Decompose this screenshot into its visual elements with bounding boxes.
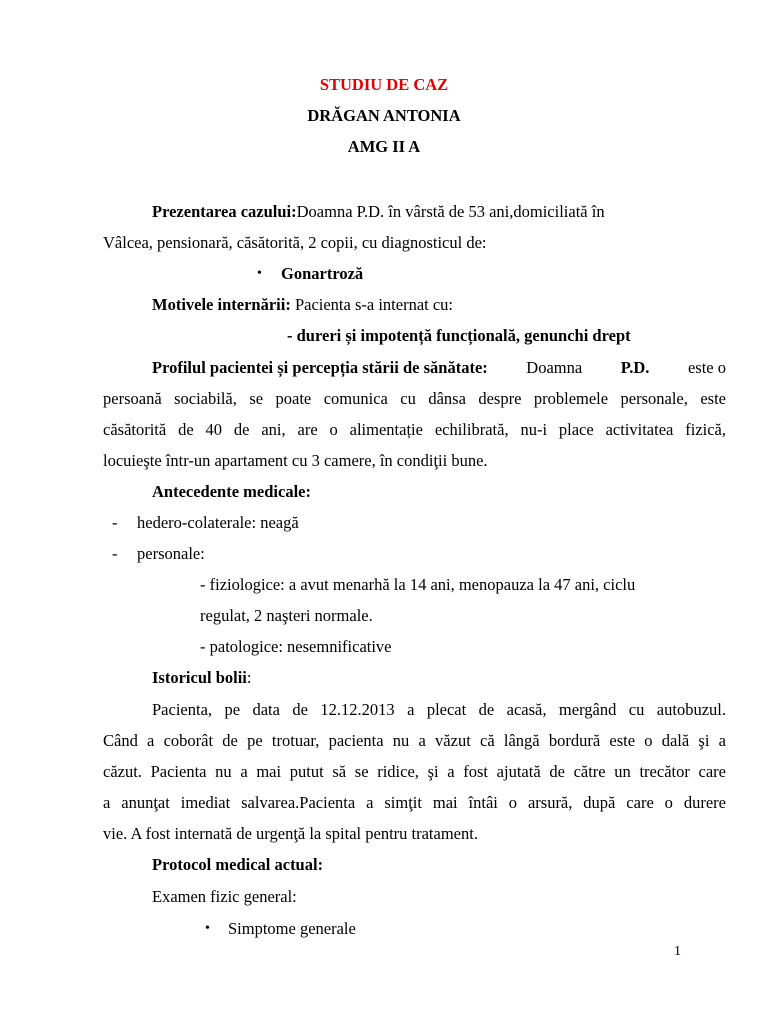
pathological-line: - patologice: nesemnificative: [200, 637, 392, 656]
profile-label: Profilul pacientei și percepția stării de sănătate:: [152, 358, 488, 377]
profile-line-4: locuieşte într-un apartament cu 3 camere, în condiţii bune.: [103, 451, 488, 470]
history-label: Istoricul bolii: [152, 668, 247, 687]
bullet-icon: •: [205, 921, 210, 936]
profile-text-1b: P.D.: [620, 358, 650, 377]
antecedents-item-1: hedero-colaterale: neagă: [137, 513, 299, 532]
exam-label: Examen fizic general:: [152, 887, 297, 906]
dash-marker: -: [112, 513, 118, 532]
reasons-line: [152, 295, 453, 315]
history-line-4: a anunţat imediat salvarea.Pacienta a simţit mai întâi o arsură, după care o durere: [103, 793, 726, 812]
history-heading: [152, 668, 251, 688]
history-colon: :: [246, 668, 252, 687]
presentation-label: Prezentarea cazului:: [152, 202, 297, 221]
physiological-line-1: - fiziologice: a avut menarhă la 14 ani, menopauza la 47 ani, ciclu: [200, 575, 636, 594]
presentation-line-1: [152, 202, 605, 222]
page-number: 1: [674, 944, 681, 959]
reasons-detail: - dureri și impotență funcțională, genunchi drept: [287, 326, 631, 345]
reasons-text: Pacienta s-a internat cu:: [290, 295, 454, 314]
profile-text-1a: Doamna: [526, 358, 583, 377]
antecedents-label: Antecedente medicale:: [152, 482, 311, 501]
protocol-label: Protocol medical actual:: [152, 855, 324, 874]
profile-line-2: persoană sociabilă, se poate comunica cu dânsa despre problemele personale, este: [103, 389, 726, 408]
reasons-label: Motivele internării:: [152, 295, 291, 314]
diagnosis-item: Gonartroză: [281, 264, 364, 283]
profile-text-1c: este o: [687, 358, 726, 377]
antecedents-item-2: personale:: [137, 544, 205, 563]
profile-line-1: [152, 358, 726, 378]
profile-line-3: căsătorită de 40 de ani, are o alimentație echilibrată, nu-i place activitatea fizică,: [103, 420, 726, 439]
history-line-2: Când a coborât de pe trotuar, pacienta nu a văzut că lângă bordură este o dală şi a: [103, 731, 726, 750]
student-group: AMG II A: [347, 137, 421, 156]
author-name: DRĂGAN ANTONIA: [307, 106, 461, 125]
bullet-icon: •: [257, 266, 262, 281]
presentation-text-1: Doamna P.D. în vârstă de 53 ani,domiciliată în: [296, 202, 605, 221]
history-line-5: vie. A fost internată de urgenţă la spital pentru tratament.: [103, 824, 478, 843]
history-line-1: Pacienta, pe data de 12.12.2013 a plecat de acasă, mergând cu autobuzul.: [152, 700, 726, 719]
dash-marker: -: [112, 544, 118, 563]
presentation-line-2: Vâlcea, pensionară, căsătorită, 2 copii, cu diagnosticul de:: [103, 233, 487, 252]
protocol-item-1: Simptome generale: [228, 919, 356, 938]
history-line-3: căzut. Pacienta nu a mai putut să se ridice, şi a fost ajutată de către un trecător care: [103, 762, 726, 781]
document-title: STUDIU DE CAZ: [319, 75, 449, 94]
physiological-line-2: regulat, 2 naşteri normale.: [200, 606, 373, 625]
